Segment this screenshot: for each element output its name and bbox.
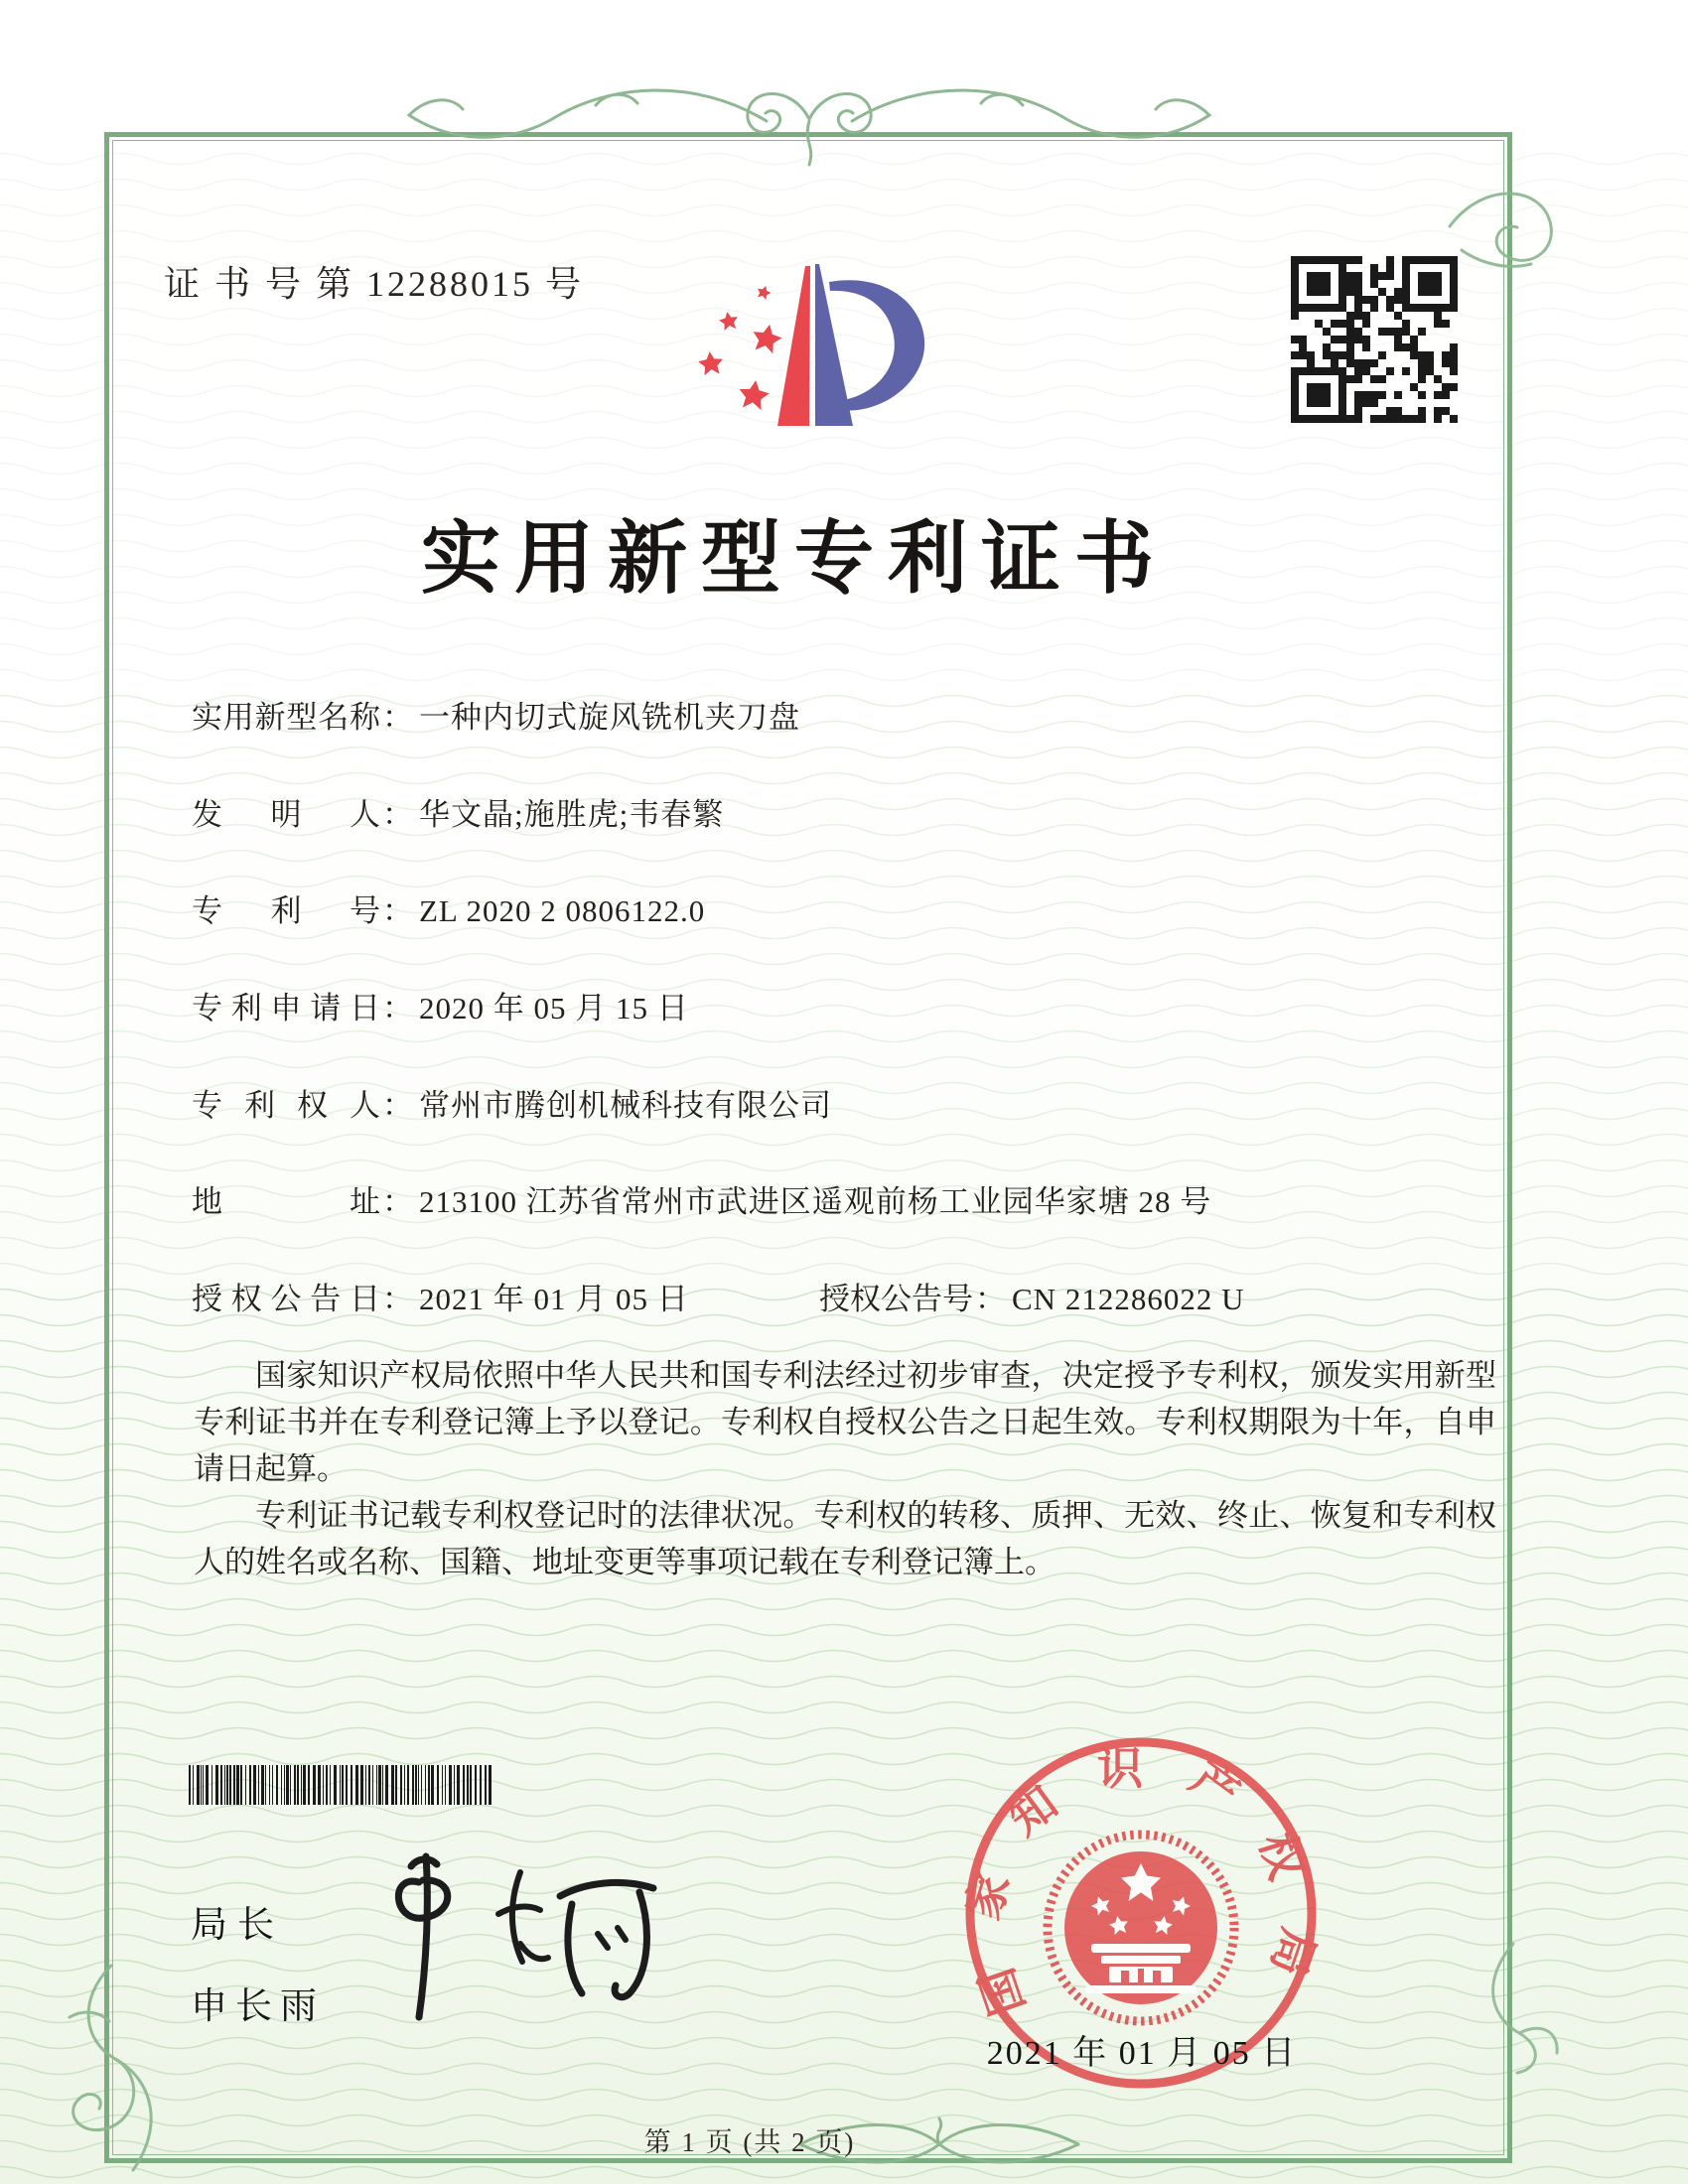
field-value: 华文晶;施胜虎;韦春繁 bbox=[419, 796, 725, 832]
field-value: CN 212286022 U bbox=[1012, 1282, 1245, 1317]
legal-paragraph-1: 国家知识产权局依照中华人民共和国专利法经过初步审查，决定授予专利权，颁发实用新型专利证书并在专利登记簿上予以登记。专利权自授权公告之日起生效。专利权期限为十年，自申请日起算。 bbox=[194, 1358, 1496, 1486]
barcode bbox=[189, 1765, 496, 1805]
field-value: 213100 江苏省常州市武进区遥观前杨工业园华家塘 28 号 bbox=[419, 1184, 1212, 1220]
field-colon: ： bbox=[382, 1087, 413, 1123]
seal-ring-text: 国家知识产权局 bbox=[957, 1743, 1325, 2022]
certificate-number: 证 书 号 第 12288015 号 bbox=[164, 264, 585, 304]
field-colon: ： bbox=[382, 1184, 413, 1220]
field-row-address bbox=[192, 1182, 1502, 1280]
field-value: 一种内切式旋风铣机夹刀盘 bbox=[419, 700, 800, 735]
commissioner-block bbox=[191, 1894, 325, 2029]
qr-code bbox=[1291, 256, 1458, 423]
field-colon: ： bbox=[382, 1282, 413, 1317]
field-row-filing-date bbox=[192, 989, 1502, 1086]
field-value: ZL 2020 2 0806122.0 bbox=[419, 893, 706, 929]
field-grant-number bbox=[819, 1280, 1244, 1319]
field-label: 专利权人 bbox=[192, 1087, 380, 1123]
field-colon: ： bbox=[382, 893, 413, 929]
field-label: 实用新型名称 bbox=[192, 700, 380, 735]
field-colon: ： bbox=[382, 991, 413, 1026]
field-row-utility-model-name bbox=[192, 698, 1502, 795]
field-colon: ： bbox=[382, 700, 413, 735]
handwritten-signature bbox=[369, 1843, 667, 2031]
commissioner-title: 局长 bbox=[191, 1904, 284, 1945]
field-colon: ： bbox=[975, 1282, 1006, 1317]
field-label: 授权公告号 bbox=[819, 1282, 973, 1317]
field-colon: ： bbox=[382, 796, 413, 832]
legal-paragraph-2: 专利证书记载专利权登记时的法律状况。专利权的转移、质押、无效、终止、恢复和专利权人的姓名或名称、国籍、地址变更等事项记载在专利登记簿上。 bbox=[194, 1498, 1496, 1579]
logo-red-wedge bbox=[777, 266, 810, 426]
field-label: 地址 bbox=[192, 1184, 380, 1220]
certificate-fields bbox=[192, 698, 1502, 1377]
field-value: 常州市腾创机械科技有限公司 bbox=[419, 1087, 832, 1123]
field-row-inventors bbox=[192, 795, 1502, 892]
field-label: 授权公告日 bbox=[192, 1282, 380, 1317]
field-row-patent-number bbox=[192, 891, 1502, 989]
field-value: 2020 年 05 月 15 日 bbox=[419, 991, 689, 1026]
field-label: 专利号 bbox=[192, 893, 380, 929]
seal-date: 2021 年 01 月 05 日 bbox=[986, 2035, 1298, 2072]
legal-text bbox=[194, 1352, 1496, 1585]
national-emblem bbox=[1048, 1835, 1234, 2021]
cnipa-logo bbox=[685, 244, 933, 443]
field-label: 专利申请日 bbox=[192, 991, 380, 1026]
field-row-patentee bbox=[192, 1086, 1502, 1183]
page-number-footer: 第 1 页 (共 2 页) bbox=[643, 2127, 856, 2157]
certificate-title: 实用新型专利证书 bbox=[421, 516, 1168, 604]
logo-stars bbox=[697, 284, 783, 411]
commissioner-name: 申长雨 bbox=[191, 1985, 325, 2026]
field-value: 2021 年 01 月 05 日 bbox=[419, 1282, 689, 1317]
field-label: 发明人 bbox=[192, 796, 380, 832]
